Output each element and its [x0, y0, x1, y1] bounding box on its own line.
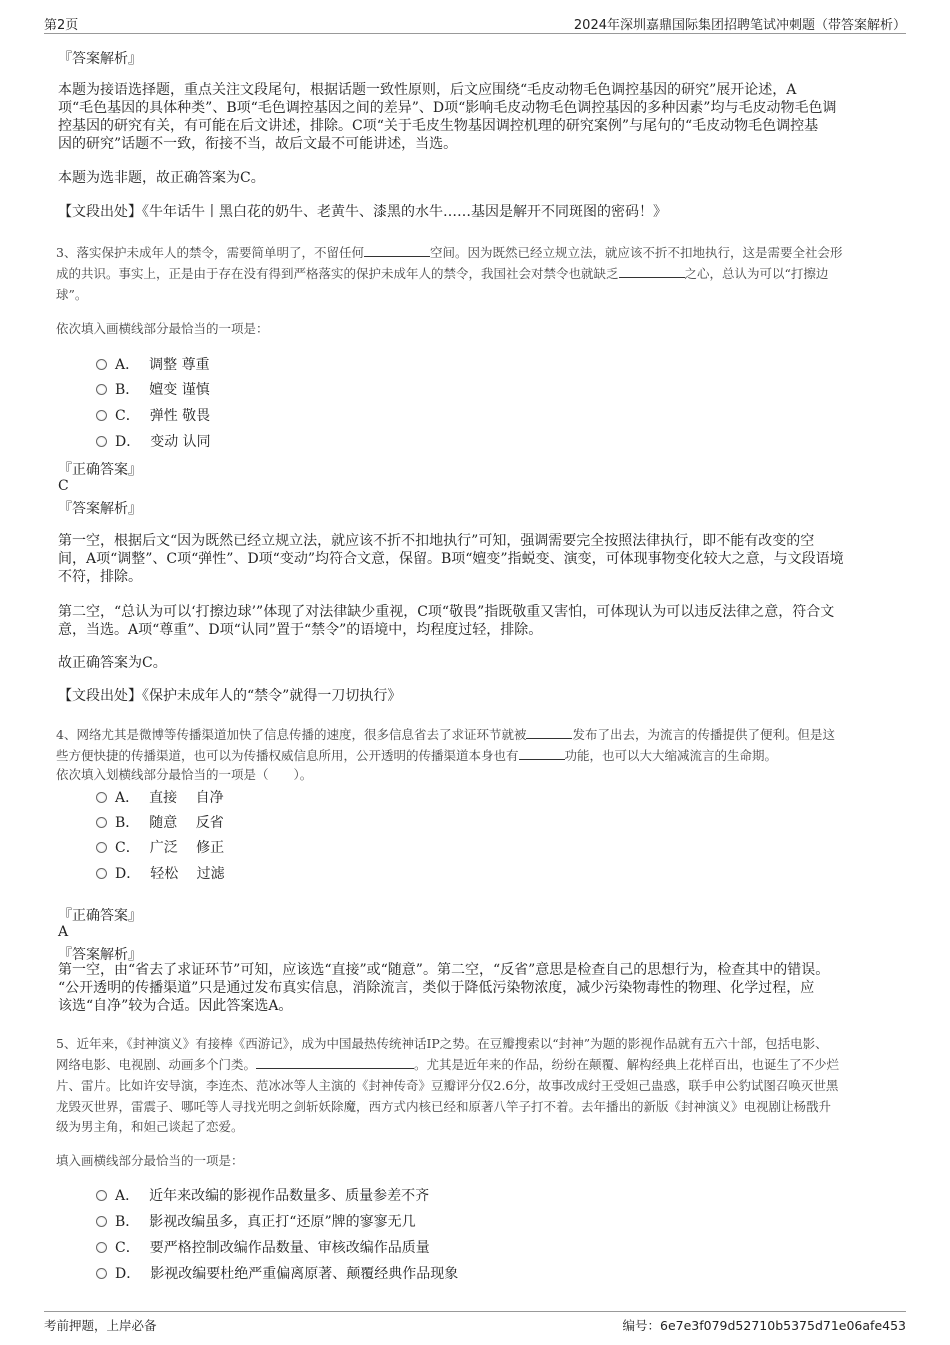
q3-analysis-line: 间，A项“调整”、C项“弹性”、D项“变动”均符合文意，保留。B项“嬗变”指蜕变、演变，可体现事物变化较大之意，与文段语境	[58, 551, 844, 567]
q4-instruction: 依次填入划横线部分最恰当的一项是（ ）。	[56, 767, 313, 782]
radio-icon[interactable]	[96, 868, 107, 879]
q3-conclusion: 故正确答案为C。	[58, 655, 167, 671]
radio-icon[interactable]	[96, 1242, 107, 1253]
q3-analysis-title: 『答案解析』	[58, 501, 142, 517]
footer-slogan: 考前押题，上岸必备	[44, 1318, 157, 1333]
q4-option-a[interactable]: A． 直接 自净	[96, 787, 224, 807]
document-id: 编号：6e7e3f079d52710b5375d71e06afe453	[622, 1318, 906, 1333]
q3-answer: C	[58, 478, 69, 494]
q4-option-c[interactable]: C． 广泛 修正	[96, 837, 224, 857]
q2-source: 【文段出处】《牛年话牛丨黑白花的奶牛、老黄牛、漆黑的水牛……基因是解开不同斑图的密码！》	[58, 204, 667, 220]
radio-icon[interactable]	[96, 817, 107, 828]
q2-analysis-line: 项“毛色基因的具体种类”、B项“毛色调控基因之间的差异”、D项“影响毛皮动物毛色调控基因的多种因素”均与毛皮动物毛色调	[58, 100, 837, 116]
q4-option-d[interactable]: D． 轻松 过滤	[96, 863, 225, 883]
q5-instruction: 填入画横线部分最恰当的一项是：	[56, 1153, 244, 1168]
blank	[364, 245, 430, 257]
q5-stem-line: 5、近年来，《封神演义》有接棒《西游记》，成为中国最热传统神话IP之势。在豆瓣搜索以“封神”为题的影视作品就有五六十部，包括电影、	[56, 1036, 828, 1051]
q3-analysis-line: 不符，排除。	[58, 569, 142, 585]
q5-option-b[interactable]: B． 影视改编虽多，真正打“还原”牌的寥寥无几	[96, 1211, 416, 1231]
q2-analysis-line: 本题为接语选择题，重点关注文段尾句，根据话题一致性原则，后文应围绕“毛皮动物毛色调控基因的研究”展开论述，A	[58, 82, 797, 98]
page-number: 第2页	[44, 18, 79, 33]
q3-option-b[interactable]: B． 嬗变 谨慎	[96, 379, 210, 399]
q3-analysis-line: 第二空，“总认为可以‘打擦边球’”体现了对法律缺少重视，C项“敬畏”指既敬重又害怕，可体现认为可以违反法律之意，符合文	[58, 604, 835, 620]
radio-icon[interactable]	[96, 410, 107, 421]
q5-stem-line: 级为男主角，和妲己谈起了恋爱。	[56, 1119, 244, 1134]
q4-analysis-title: 『答案解析』	[58, 947, 142, 963]
radio-icon[interactable]	[96, 436, 107, 447]
q3-option-d[interactable]: D． 变动 认同	[96, 431, 211, 451]
q5-option-c[interactable]: C． 要严格控制改编作品数量、审核改编作品质量	[96, 1237, 430, 1257]
q4-stem-line: 4、网络尤其是微博等传播渠道加快了信息传播的速度，很多信息省去了求证环节就被 发布了出去，为流言的传播提供了便利。但是这	[56, 727, 835, 742]
q5-stem-line: 片、雷片。比如许安导演，李连杰、范冰冰等人主演的《封神传奇》豆瓣评分仅2.6分，故事改成纣王受妲己蛊惑，联手申公豹试图召唤灭世黑	[56, 1078, 839, 1093]
page-footer	[44, 1311, 906, 1335]
q4-answer: A	[58, 924, 69, 940]
q4-analysis-line: “公开透明的传播渠道”只是通过发布真实信息，消除流言，类似于降低污染物浓度，减少污染物毒性的物理、化学过程，应	[58, 980, 815, 996]
radio-icon[interactable]	[96, 792, 107, 803]
q3-stem-line: 3、落实保护未成年人的禁令，需要简单明了，不留任何 空间。因为既然已经立规立法，就应该不折不扣地执行，这是需要全社会形	[56, 245, 843, 260]
page-header	[44, 12, 906, 34]
q3-analysis-line: 意，当选。A项“尊重”、D项“认同”置于“禁令”的语境中，均程度过轻，排除。	[58, 622, 543, 638]
blank	[619, 266, 685, 278]
document-title: 2024年深圳嘉鼎国际集团招聘笔试冲刺题（带答案解析）	[573, 18, 906, 33]
q3-stem-line: 成的共识。事实上，正是由于存在没有得到严格落实的保护未成年人的禁令，我国社会对禁令也就缺乏 之心，总认为可以“打擦边	[56, 266, 829, 281]
blank	[519, 748, 565, 760]
q4-stem-line: 些方便快捷的传播渠道，也可以为传播权威信息所用，公开透明的传播渠道本身也有 功能，也可以大大缩减流言的生命期。	[56, 748, 778, 763]
q5-option-d[interactable]: D． 影视改编要杜绝严重偏离原著、颠覆经典作品现象	[96, 1263, 458, 1283]
q2-analysis-line: 因的研究”话题不一致，衔接不当，故后文最不可能讲述，当选。	[58, 136, 458, 152]
q3-instruction: 依次填入画横线部分最恰当的一项是：	[56, 321, 269, 336]
q3-stem-line: 球”。	[56, 287, 88, 302]
q2-analysis-title: 『答案解析』	[58, 51, 142, 67]
q4-analysis-line: 第一空，由“省去了求证环节”可知，应该选“直接”或“随意”。第二空，“反省”意思是检查自己的思想行为，检查其中的错误。	[58, 962, 830, 978]
q2-analysis-line: 控基因的研究有关，有可能在后文讲述，排除。C项“关于毛皮生物基因调控机理的研究案例”与尾句的“毛皮动物毛色调控基	[58, 118, 819, 134]
q3-option-c[interactable]: C． 弹性 敬畏	[96, 405, 210, 425]
radio-icon[interactable]	[96, 1190, 107, 1201]
q3-option-a[interactable]: A． 调整 尊重	[96, 354, 210, 374]
q4-analysis-line: 该选“自净”较为合适。因此答案选A。	[58, 998, 293, 1014]
blank	[526, 727, 572, 739]
q3-analysis-line: 第一空，根据后文“因为既然已经立规立法，就应该不折不扣地执行”可知，强调需要完全按照法律执行，即不能有改变的空	[58, 533, 815, 549]
radio-icon[interactable]	[96, 359, 107, 370]
radio-icon[interactable]	[96, 1216, 107, 1227]
q5-option-a[interactable]: A． 近年来改编的影视作品数量多、质量参差不齐	[96, 1185, 429, 1205]
q2-conclusion: 本题为选非题，故正确答案为C。	[58, 170, 265, 186]
q5-stem-line: 龙毁灭世界，雷震子、哪吒等人寻找光明之剑斩妖除魔，西方式内核已经和原著八竿子打不着。去年播出的新版《封神演义》电视剧让杨戬升	[56, 1099, 832, 1114]
blank	[256, 1057, 414, 1069]
q3-source: 【文段出处】《保护未成年人的“禁令”就得一刀切执行》	[58, 688, 402, 704]
q3-answer-title: 『正确答案』	[58, 462, 142, 478]
radio-icon[interactable]	[96, 1268, 107, 1279]
q4-option-b[interactable]: B． 随意 反省	[96, 812, 224, 832]
q4-answer-title: 『正确答案』	[58, 908, 142, 924]
radio-icon[interactable]	[96, 384, 107, 395]
radio-icon[interactable]	[96, 842, 107, 853]
q5-stem-line: 网络电影、电视剧、动画多个门类。 。尤其是近年来的作品，纷纷在颠覆、解构经典上花样百出，也诞生了不少烂	[56, 1057, 840, 1072]
